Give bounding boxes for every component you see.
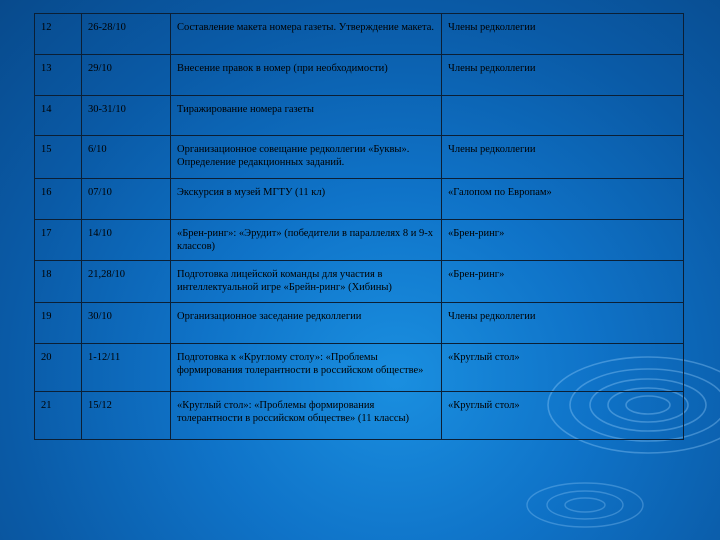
row-responsible (442, 96, 684, 136)
row-event: «Круглый стол»: «Проблемы формирования толерантности в российском обществе» (11 классы) (171, 392, 442, 440)
table-row (35, 392, 684, 440)
row-date: 07/10 (82, 179, 171, 220)
table-row (35, 136, 684, 179)
row-responsible: Члены редколлегии (442, 136, 684, 179)
row-number: 21 (35, 392, 82, 440)
row-responsible: «Круглый стол» (442, 392, 684, 440)
table-row (35, 14, 684, 55)
row-responsible: «Брен-ринг» (442, 220, 684, 261)
row-date: 30-31/10 (82, 96, 171, 136)
row-event: Подготовка лицейской команды для участия в интеллектуальной игре «Брейн-ринг» (Хибины) (171, 261, 442, 303)
table-row (35, 179, 684, 220)
row-event: Организационное заседание редколлегии (171, 303, 442, 344)
table-row (35, 96, 684, 136)
table-row (35, 344, 684, 392)
table-row (35, 261, 684, 303)
row-event: Составление макета номера газеты. Утверждение макета. (171, 14, 442, 55)
row-event: «Брен-ринг»: «Эрудит» (победители в параллелях 8 и 9-х классов) (171, 220, 442, 261)
row-number: 18 (35, 261, 82, 303)
row-number: 19 (35, 303, 82, 344)
row-number: 16 (35, 179, 82, 220)
row-event: Организационное совещание редколлегии «Буквы». Определение редакционных заданий. (171, 136, 442, 179)
row-date: 26-28/10 (82, 14, 171, 55)
row-date: 14/10 (82, 220, 171, 261)
row-responsible: Члены редколлегии (442, 14, 684, 55)
row-date: 6/10 (82, 136, 171, 179)
row-date: 1-12/11 (82, 344, 171, 392)
row-number: 12 (35, 14, 82, 55)
row-number: 13 (35, 55, 82, 96)
row-number: 15 (35, 136, 82, 179)
row-event: Тиражирование номера газеты (171, 96, 442, 136)
row-responsible: «Круглый стол» (442, 344, 684, 392)
row-responsible: Члены редколлегии (442, 303, 684, 344)
row-number: 17 (35, 220, 82, 261)
row-event: Экскурсия в музей МГТУ (11 кл) (171, 179, 442, 220)
row-date: 21,28/10 (82, 261, 171, 303)
table-row (35, 303, 684, 344)
row-responsible: «Брен-ринг» (442, 261, 684, 303)
row-event: Подготовка к «Круглому столу»: «Проблемы формирования толерантности в российском обществе» (171, 344, 442, 392)
table-row (35, 220, 684, 261)
row-responsible: Члены редколлегии (442, 55, 684, 96)
schedule-table (34, 13, 684, 440)
row-number: 14 (35, 96, 82, 136)
row-responsible: «Галопом по Европам» (442, 179, 684, 220)
row-date: 30/10 (82, 303, 171, 344)
row-number: 20 (35, 344, 82, 392)
row-date: 15/12 (82, 392, 171, 440)
table-row (35, 55, 684, 96)
row-event: Внесение правок в номер (при необходимости) (171, 55, 442, 96)
row-date: 29/10 (82, 55, 171, 96)
